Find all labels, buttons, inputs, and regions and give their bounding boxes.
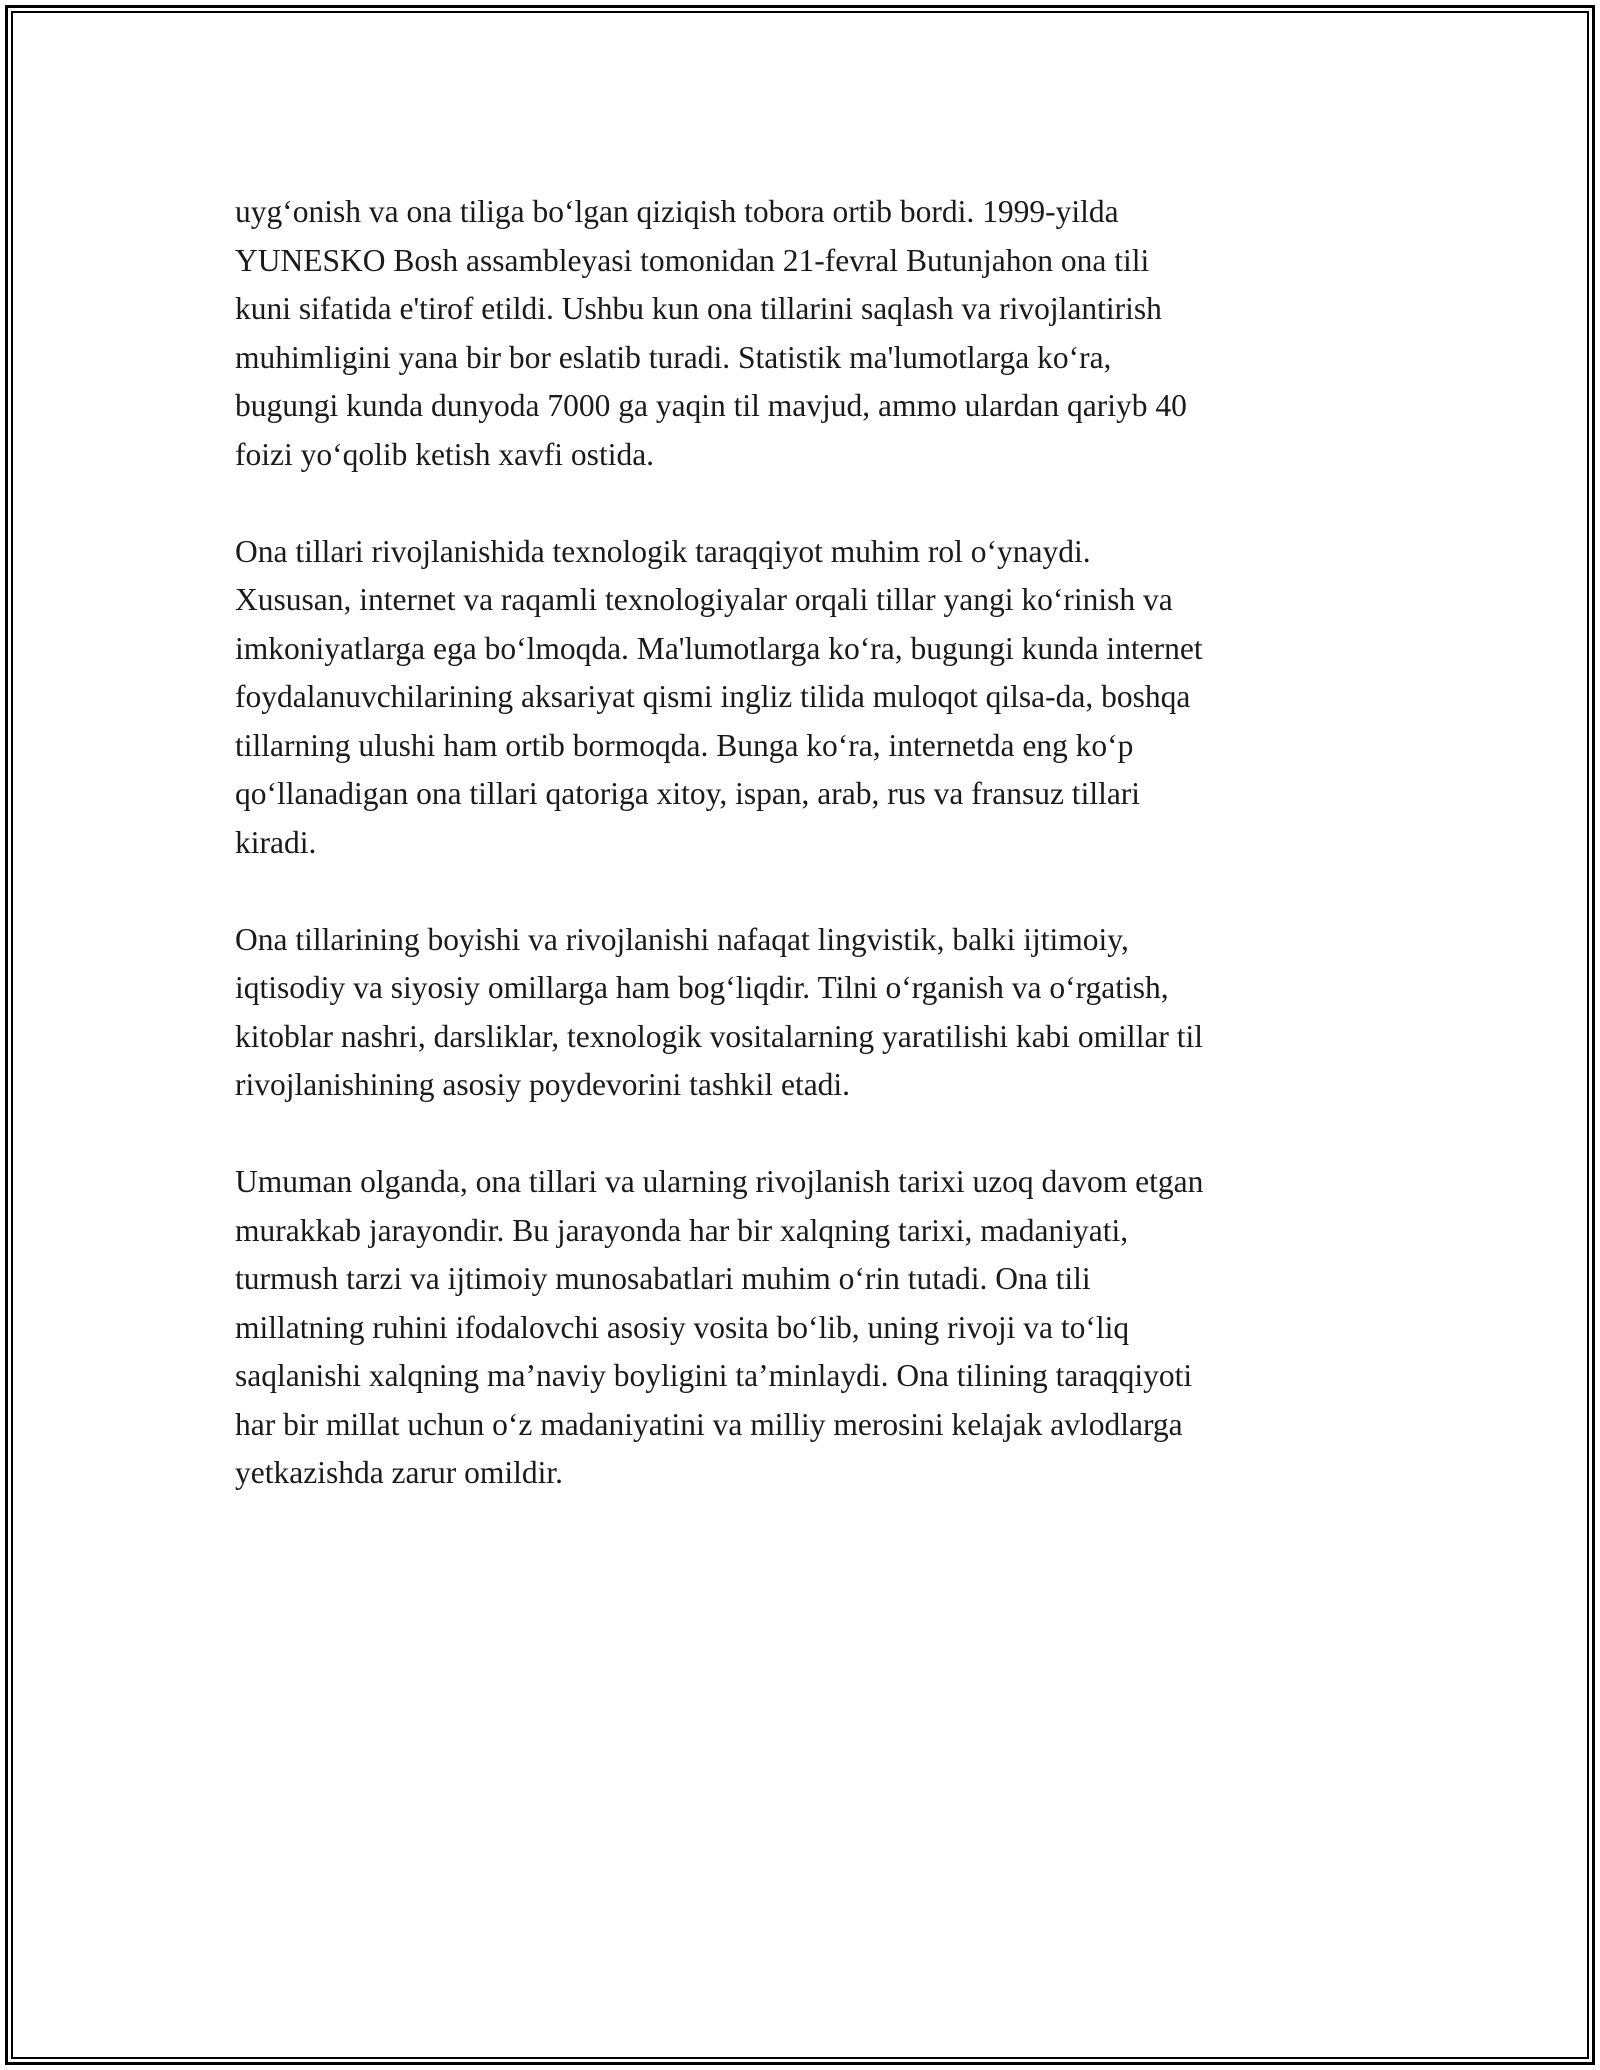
text-line: Ona tillari rivojlanishida texnologik taraqqiyot muhim rol o‘ynaydi.	[235, 533, 1091, 569]
text-line: millatning ruhini ifodalovchi asosiy vosita bo‘lib, uning rivoji va to‘liq	[235, 1309, 1130, 1345]
text-line: muhimligini yana bir bor eslatib turadi. Statistik ma'lumotlarga ko‘ra,	[235, 339, 1112, 375]
text-line: Umuman olganda, ona tillari va ularning rivojlanish tarixi uzoq davom etgan	[235, 1164, 1204, 1199]
text-line: murakkab jarayondir. Bu jarayonda har bir xalqning tarixi, madaniyati,	[235, 1212, 1129, 1248]
paragraph	[235, 916, 1365, 1110]
text-line: saqlanishi xalqning ma’naviy boyligini ta’minlaydi. Ona tilining taraqqiyoti	[235, 1358, 1193, 1393]
text-line: imkoniyatlarga ega bo‘lmoqda. Ma'lumotlarga ko‘ra, bugungi kunda internet	[235, 630, 1203, 666]
text-line: kiradi.	[235, 824, 317, 860]
text-line: turmush tarzi va ijtimoiy munosabatlari muhim o‘rin tutadi. Ona tili	[235, 1261, 1091, 1296]
text-line: Xususan, internet va raqamli texnologiyalar orqali tillar yangi ko‘rinish va	[235, 582, 1173, 617]
text-line: tillarning ulushi ham ortib bormoqda. Bunga ko‘ra, internetda eng ko‘p	[235, 727, 1134, 763]
text-line: uyg‘onish va ona tiliga bo‘lgan qiziqish tobora ortib bordi. 1999-yilda	[235, 194, 1119, 229]
text-line: bugungi kunda dunyoda 7000 ga yaqin til mavjud, ammo ulardan qariyb 40	[235, 388, 1187, 423]
text-line: rivojlanishining asosiy poydevorini tashkil etadi.	[235, 1067, 851, 1102]
text-line: qo‘llanadigan ona tillari qatoriga xitoy, ispan, arab, rus va fransuz tillari	[235, 776, 1141, 811]
text-line: YUNESKO Bosh assambleyasi tomonidan 21-fevral Butunjahon ona tili	[235, 242, 1150, 278]
text-line: har bir millat uchun o‘z madaniyatini va milliy merosini kelajak avlodlarga	[235, 1406, 1183, 1442]
text-line: iqtisodiy va siyosiy omillarga ham bog‘liqdir. Tilni o‘rganish va o‘rgatish,	[235, 970, 1169, 1005]
document-body	[235, 188, 1365, 1498]
paragraph	[235, 1158, 1365, 1498]
paragraph	[235, 528, 1365, 868]
paragraph	[235, 188, 1365, 479]
text-line: foydalanuvchilarining aksariyat qismi ingliz tilida muloqot qilsa-da, boshqa	[235, 679, 1191, 714]
text-line: yetkazishda zarur omildir.	[235, 1455, 564, 1490]
text-line: foizi yo‘qolib ketish xavfi ostida.	[235, 436, 655, 472]
text-line: Ona tillarining boyishi va rivojlanishi nafaqat lingvistik, balki ijtimoiy,	[235, 921, 1129, 957]
text-line: kitoblar nashri, darsliklar, texnologik vositalarning yaratilishi kabi omillar til	[235, 1018, 1204, 1054]
text-line: kuni sifatida e'tirof etildi. Ushbu kun ona tillarini saqlash va rivojlantirish	[235, 291, 1162, 326]
